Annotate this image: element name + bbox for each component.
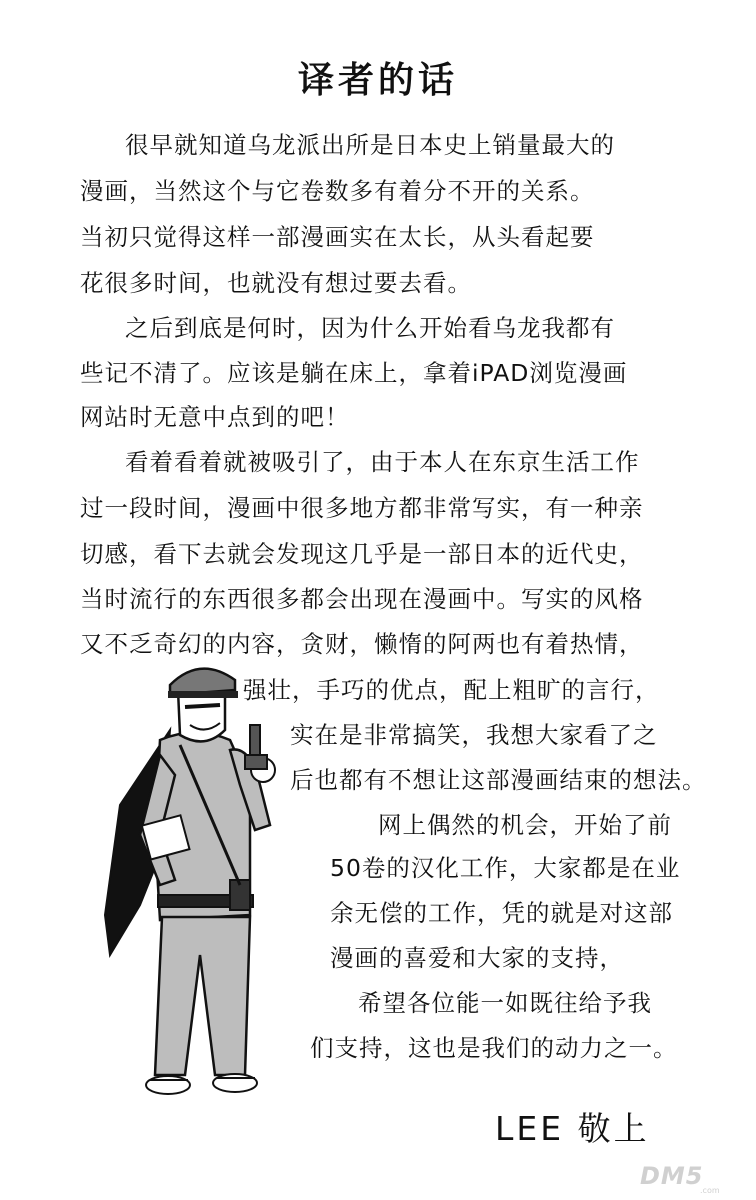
text-line: 过一段时间，漫画中很多地方都非常写实，有一种亲 [80, 494, 644, 522]
text-line: 看着看着就被吸引了，由于本人在东京生活工作 [125, 448, 640, 476]
text-line: 实在是非常搞笑，我想大家看了之 [290, 721, 658, 749]
text-line: 漫画，当然这个与它卷数多有着分不开的关系。 [80, 177, 595, 205]
dm5-watermark: DM5 [640, 1162, 704, 1190]
text-line: 漫画的喜爱和大家的支持， [330, 944, 624, 972]
text-line: 些记不清了。应该是躺在床上，拿着iPAD浏览漫画 [80, 359, 628, 387]
signature: LEE 敬上 [495, 1109, 650, 1148]
text-line: 当时流行的东西很多都会出现在漫画中。写实的风格 [80, 585, 644, 613]
text-line: 切感，看下去就会发现这几乎是一部日本的近代史， [80, 540, 644, 568]
text-line: 又不乏奇幻的内容，贪财，懒惰的阿两也有着热情， [80, 630, 644, 658]
policeman-with-revolver-illustration [100, 655, 345, 1125]
text-line: 余无偿的工作，凭的就是对这部 [330, 899, 673, 927]
page-title: 译者的话 [297, 60, 458, 101]
text-line: 后也都有不想让这部漫画结束的想法。 [290, 766, 707, 794]
text-line: 花很多时间，也就没有想过要去看。 [80, 269, 472, 297]
text-line: 们支持，这也是我们的动力之一。 [310, 1034, 678, 1062]
dm5-watermark-domain: .com [700, 1186, 720, 1195]
text-line: 希望各位能一如既往给予我 [358, 989, 652, 1017]
text-line: 网上偶然的机会，开始了前 [378, 811, 672, 839]
text-line: 当初只觉得这样一部漫画实在太长，从头看起要 [80, 223, 595, 251]
text-line: 网站时无意中点到的吧！ [80, 403, 350, 431]
text-line: 之后到底是何时，因为什么开始看乌龙我都有 [125, 314, 615, 342]
text-line: 50卷的汉化工作，大家都是在业 [330, 854, 681, 882]
text-line: 很早就知道乌龙派出所是日本史上销量最大的 [125, 131, 615, 159]
text-line: 强壮，手巧的优点，配上粗旷的言行， [243, 676, 660, 704]
